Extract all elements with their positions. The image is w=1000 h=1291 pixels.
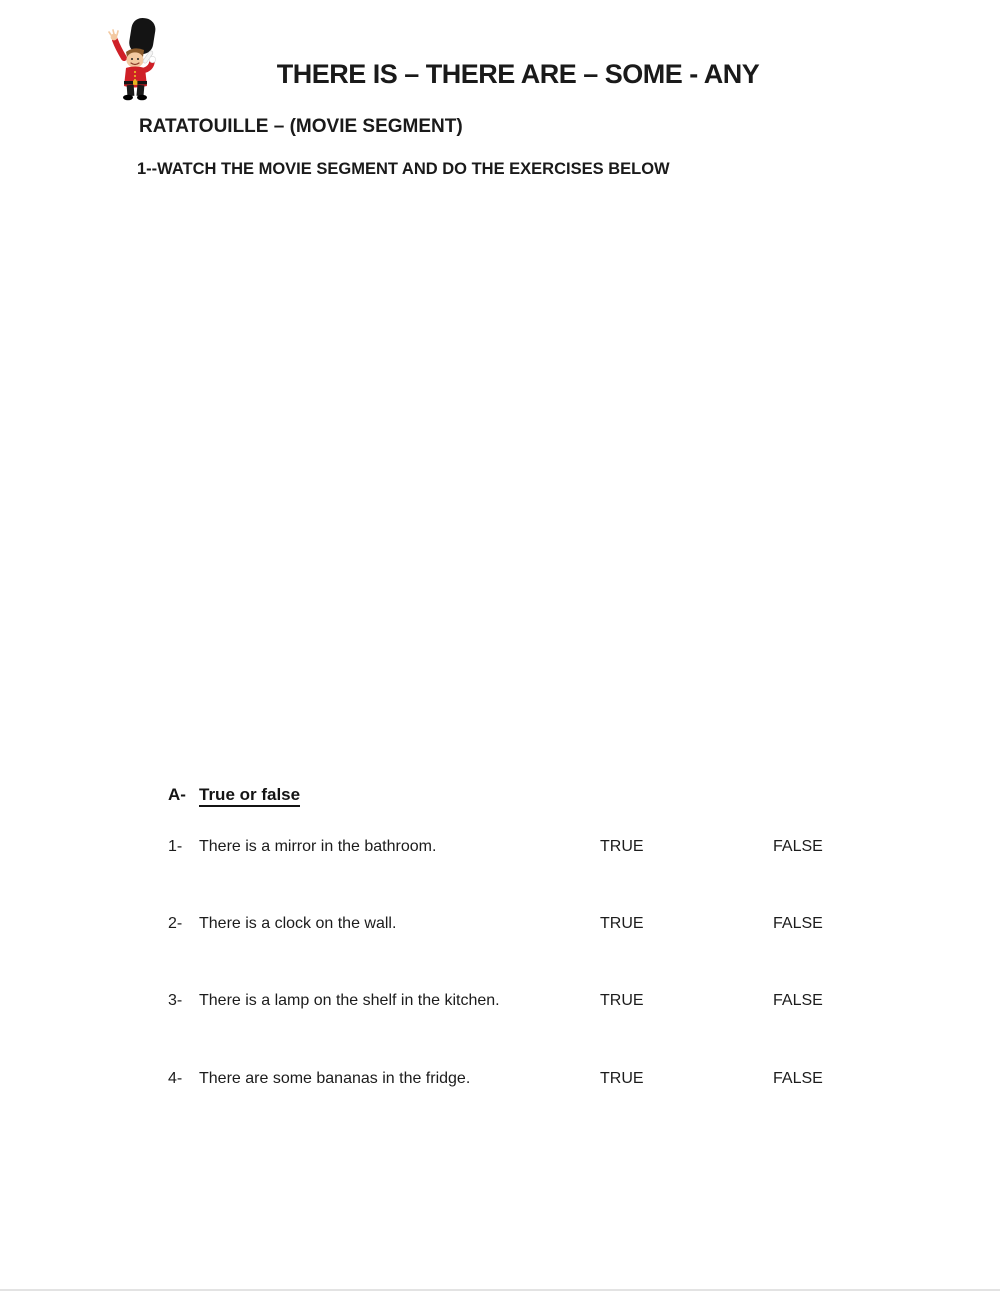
false-option[interactable]: FALSE bbox=[773, 915, 823, 932]
question-text: There is a lamp on the shelf in the kitchen. bbox=[199, 992, 500, 1009]
movie-segment-placeholder bbox=[100, 200, 900, 760]
true-option[interactable]: TRUE bbox=[600, 1070, 644, 1087]
question-row bbox=[168, 915, 1000, 939]
worksheet-subtitle: RATATOUILLE – (MOVIE SEGMENT) bbox=[139, 116, 463, 137]
question-text: There is a clock on the wall. bbox=[199, 915, 397, 932]
question-row bbox=[168, 838, 1000, 862]
true-option[interactable]: TRUE bbox=[600, 838, 644, 855]
question-text: There is a mirror in the bathroom. bbox=[199, 838, 437, 855]
section-a-label: A- bbox=[168, 785, 186, 804]
question-number: 4- bbox=[168, 1070, 183, 1087]
question-row bbox=[168, 1070, 1000, 1094]
question-number: 2- bbox=[168, 915, 183, 932]
false-option[interactable]: FALSE bbox=[773, 838, 823, 855]
question-row bbox=[168, 992, 1000, 1016]
false-option[interactable]: FALSE bbox=[773, 1070, 823, 1087]
question-number: 3- bbox=[168, 992, 183, 1009]
false-option[interactable]: FALSE bbox=[773, 992, 823, 1009]
true-option[interactable]: TRUE bbox=[600, 915, 644, 932]
question-text: There are some bananas in the fridge. bbox=[199, 1070, 471, 1087]
question-number: 1- bbox=[168, 838, 183, 855]
worksheet-title: THERE IS – THERE ARE – SOME - ANY bbox=[276, 59, 760, 89]
section-a-heading bbox=[168, 785, 300, 805]
worksheet-instruction: 1--WATCH THE MOVIE SEGMENT AND DO THE EXERCISES BELOW bbox=[137, 160, 670, 178]
section-a-title: True or false bbox=[199, 785, 300, 807]
true-option[interactable]: TRUE bbox=[600, 992, 644, 1009]
